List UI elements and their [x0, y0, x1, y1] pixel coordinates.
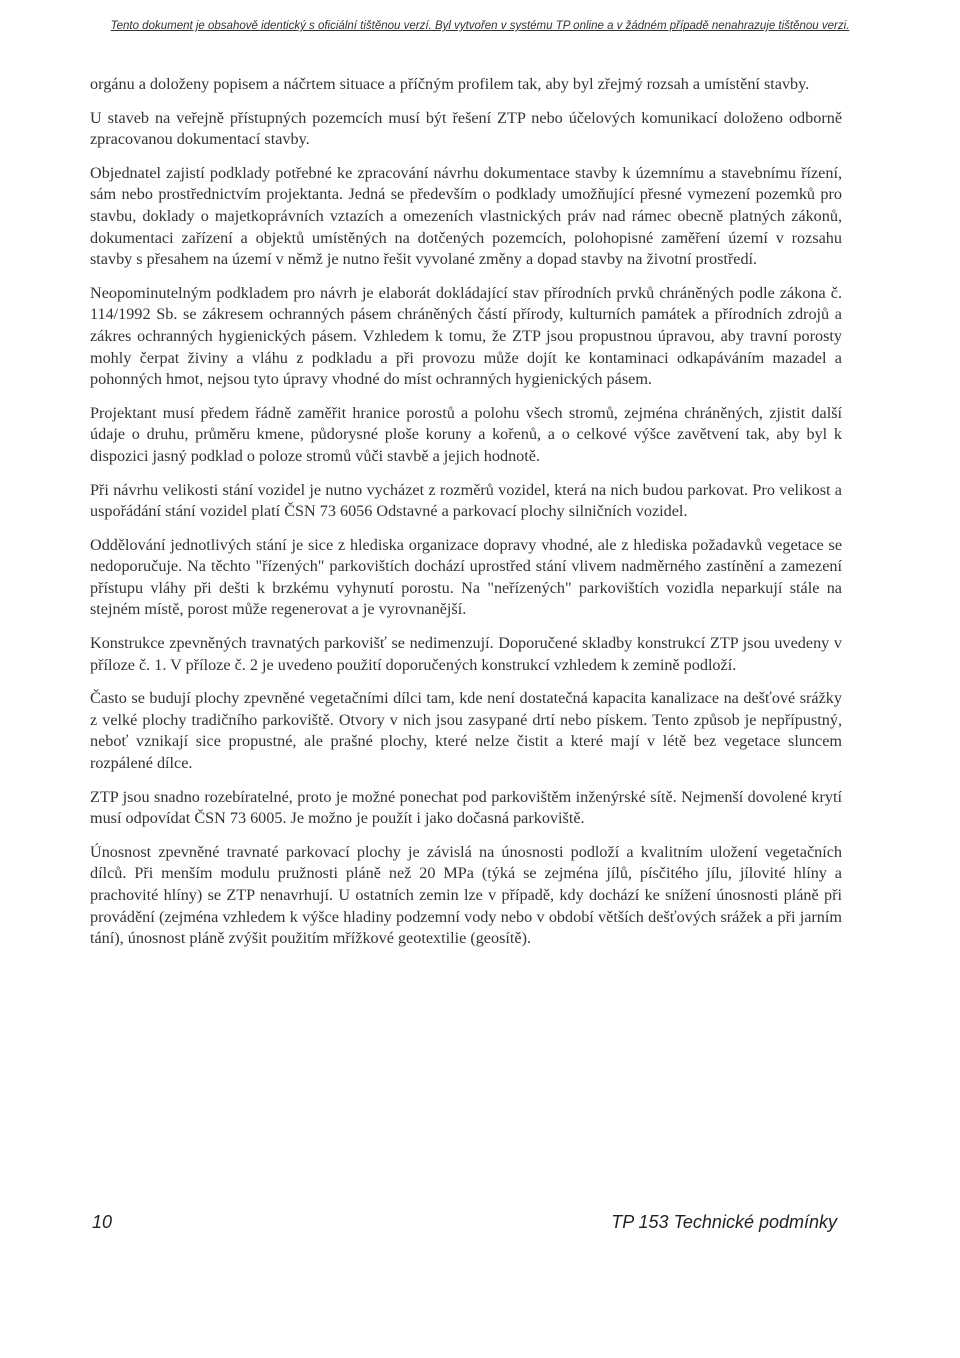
paragraph: ZTP jsou snadno rozebíratelné, proto je možné ponechat pod parkovištěm inženýrské sítě. Nejmenší dovolené krytí musí odpovídat ČSN 73 6005. Je možno je použít i jako dočasná parkoviště.	[90, 787, 842, 828]
paragraph: Projektant musí předem řádně zaměřit hranice porostů a polohu všech stromů, zejména chráněných, zjistit další údaje o druhu, průměru kmene, půdorysné ploše koruny a kořenů, a o celkové výšce zavětvení tak, aby byl k dispozici jasný podklad o poloze stromů vůči stavbě a jejich hodnotě.	[90, 403, 842, 465]
page-number: 10	[92, 1212, 113, 1232]
paragraph: Objednatel zajistí podklady potřebné ke zpracování návrhu dokumentace stavby k územnímu a stavebnímu řízení, sám nebo prostřednictvím projektanta. Jedná se především o podklady umožňující přesné vymezení pozemků pro stavbu, doklady o majetkoprávních vztazích a omezeních vlastnických práv nad rámec obecně platných zákonů, dokumentaci zařízení a objektů umístěných na dotčených pozemcích, polohopisné zaměření území v rozsahu stavby s přesahem na území v němž je nutno řešit vyvolané změny a dopad stavby na životní prostředí.	[90, 163, 842, 269]
disclaimer-header: Tento dokument je obsahově identický s oficiální tištěnou verzí. Byl vytvořen v systému TP online a v žádném případě nenahrazuje tištěnou verzi.	[110, 20, 850, 32]
paragraph: orgánu a doloženy popisem a náčrtem situace a příčným profilem tak, aby byl zřejmý rozsah a umístění stavby.	[90, 75, 810, 93]
footer-title: TP 153 Technické podmínky	[611, 1212, 837, 1232]
paragraph: Při návrhu velikosti stání vozidel je nutno vycházet z rozměrů vozidel, která na nich budou parkovat. Pro velikost a uspořádání stání vozidel platí ČSN 73 6056 Odstavné a parkovací plochy silničních vozidel.	[90, 480, 842, 521]
paragraph: Oddělování jednotlivých stání je sice z hlediska organizace dopravy vhodné, ale z hlediska požadavků vegetace se nedoporučuje. Na těchto "řízených" parkovištích dochází uprostřed stání vlivem nadměrného zastínění a zamezení přístupu vláhy při dešti k brzkému vyhynutí porostu. Na "neřízených" parkovištích vozidla neparkují stále na stejném místě, porost může regenerovat a je vyrovnanější.	[90, 535, 842, 619]
paragraph: Únosnost zpevněné travnaté parkovací plochy je závislá na únosnosti podloží a kvalitním uložení vegetačních dílců. Při menším modulu pružnosti pláně než 20 MPa (týká se zejména jílů, písčitého jílu, jílovité hlíny a prachovité hlíny) se ZTP nenavrhují. U ostatních zemin lze v případě, kdy dochází ke snížení únosnosti pláně při provádění (zejména vzhledem k výšce hladiny podzemní vody nebo v období větších dešťových srážek a při jarním tání), únosnost pláně zvýšit použitím mřížkové geotextilie (geosítě).	[90, 842, 842, 948]
document-body	[90, 74, 842, 962]
paragraph: Neopominutelným podkladem pro návrh je elaborát dokládající stav přírodních prvků chráněných podle zákona č. 114/1992 Sb. se zákresem ochranných pásem chráněných částí přírody, kulturních památek a přírodních zdrojů a zákres ochranných hygienických pásem. Vzhledem k tomu, že ZTP jsou propustnou úpravou, aby travní porosty mohly čerpat živiny a vláhu z podkladu a při provozu může dojít ke kontaminaci odkapáváním mazadel a pohonných hmot, nejsou tyto úpravy vhodné do míst ochranných hygienických pásem.	[90, 283, 842, 389]
paragraph: U staveb na veřejně přístupných pozemcích musí být řešení ZTP nebo účelových komunikací doloženo odborně zpracovanou dokumentací stavby.	[90, 108, 842, 149]
paragraph: Konstrukce zpevněných travnatých parkovišť se nedimenzují. Doporučené skladby konstrukcí ZTP jsou uvedeny v příloze č. 1. V příloze č. 2 je uvedeno použití doporučených konstrukcí vzhledem k zemině podloží.	[90, 634, 842, 674]
paragraph: Často se budují plochy zpevněné vegetačními dílci tam, kde není dostatečná kapacita kanalizace na dešťové srážky z velké plochy tradičního parkoviště. Otvory v nich jsou zasypané drtí nebo pískem. Tento způsob je nepřípustný, neboť vznikají sice propustné, ale prašné plochy, které nelze čistit a které mají v létě bez vegetace sluncem rozpálené dílce.	[90, 689, 842, 773]
